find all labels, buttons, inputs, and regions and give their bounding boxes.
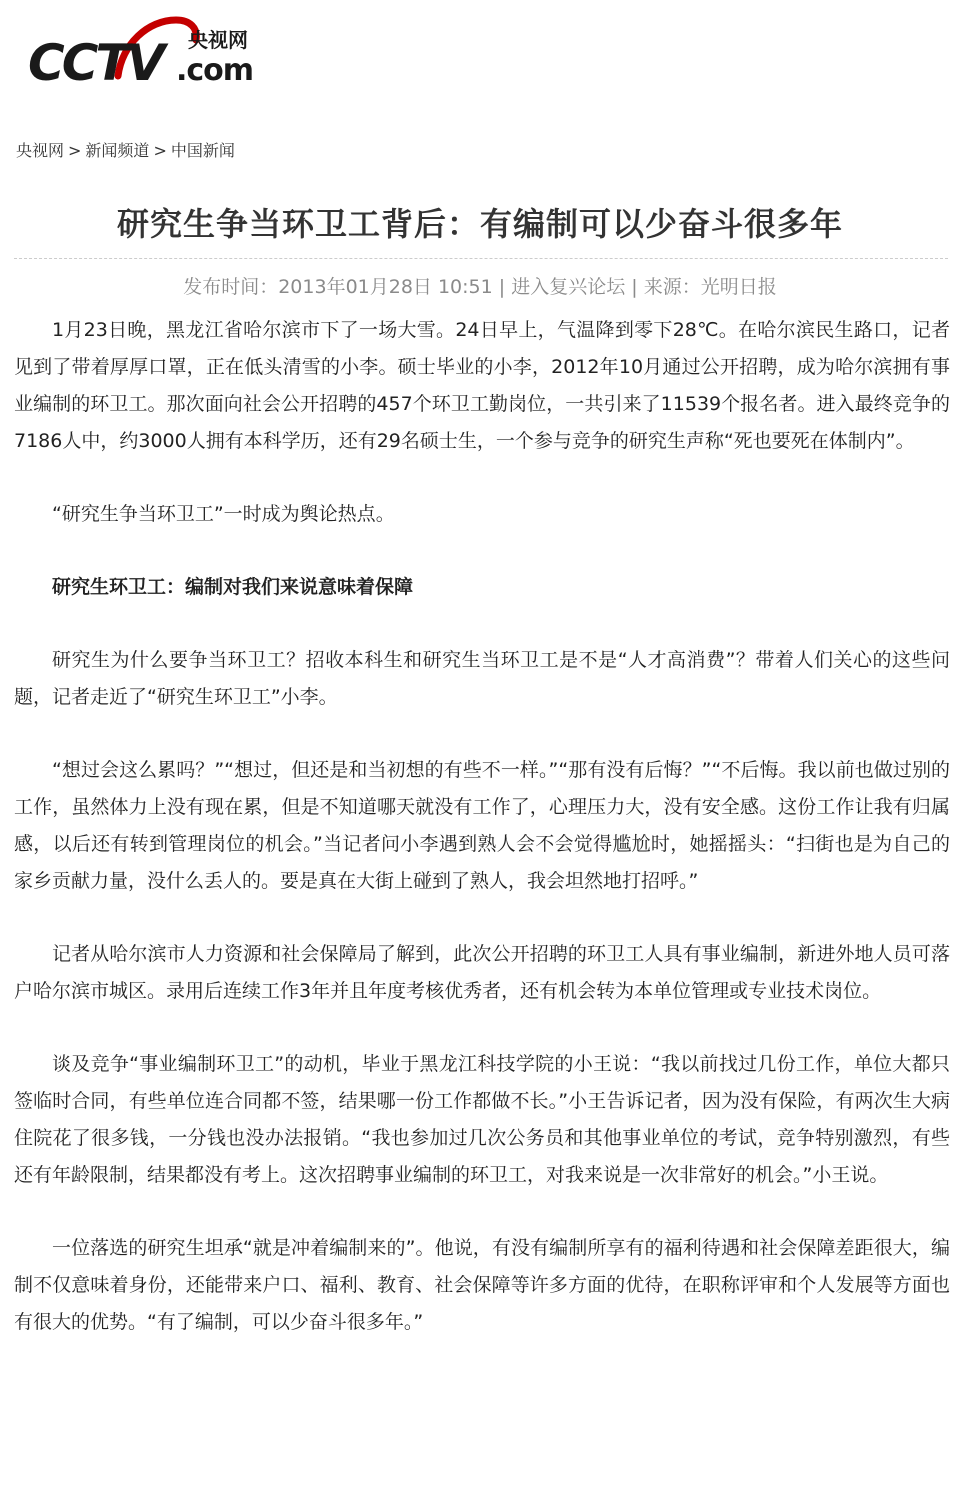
breadcrumb-item-news[interactable]: 新闻频道 (85, 141, 150, 160)
breadcrumb (16, 138, 235, 161)
published-time: 2013年01月28日 10:51 (278, 276, 493, 298)
breadcrumb-separator: > (153, 141, 167, 160)
article-body (14, 312, 950, 1377)
source-name: 光明日报 (700, 276, 777, 298)
published-label: 发布时间： (183, 276, 279, 298)
breadcrumb-item-home[interactable]: 央视网 (16, 141, 65, 160)
breadcrumb-item-china-news[interactable]: 中国新闻 (170, 141, 235, 160)
meta-separator: | (631, 276, 638, 298)
title-divider (14, 258, 948, 259)
paragraph: 谈及竞争“事业编制环卫工”的动机，毕业于黑龙江科技学院的小王说：“我以前找过几份工作，单位大都只签临时合同，有些单位连合同都不签，结果哪一份工作都做不长。”小王告诉记者，因为没有保险，有两次生大病住院花了很多钱，一分钱也没办法报销。“我也参加过几次公务员和其他事业单位的考试，竞争特别激烈，有些还有年龄限制，结果都没有考上。这次招聘事业编制的环卫工，对我来说是一次非常好的机会。”小王说。 (14, 1053, 950, 1186)
subheading: 研究生环卫工：编制对我们来说意味着保障 (52, 576, 414, 598)
logo-brand-text: CCTV (28, 34, 163, 90)
article-meta (0, 272, 960, 299)
forum-link[interactable]: 进入复兴论坛 (511, 276, 626, 298)
paragraph: 1月23日晚，黑龙江省哈尔滨市下了一场大雪。24日早上，气温降到零下28℃。在哈尔滨民生路口，记者见到了带着厚厚口罩，正在低头清雪的小李。硕士毕业的小李，2012年10月通过公开招聘，成为哈尔滨拥有事业编制的环卫工。那次面向社会公开招聘的457个环卫工勤岗位，一共引来了11539个报名者。进入最终竞争的7186人中，约3000人拥有本科学历，还有29名硕士生，一个参与竞争的研究生声称“死也要死在体制内”。 (14, 319, 950, 452)
paragraph: “想过会这么累吗？”“想过，但还是和当初想的有些不一样。”“那有没有后悔？”“不后悔。我以前也做过别的工作，虽然体力上没有现在累，但是不知道哪天就没有工作了，心理压力大，没有安全感。这份工作让我有归属感，以后还有转到管理岗位的机会。”当记者问小李遇到熟人会不会觉得尴尬时，她摇摇头：“扫街也是为自己的家乡贡献力量，没什么丢人的。要是真在大街上碰到了熟人，我会坦然地打招呼。” (14, 759, 950, 892)
paragraph: 一位落选的研究生坦承“就是冲着编制来的”。他说，有没有编制所享有的福利待遇和社会保障差距很大，编制不仅意味着身份，还能带来户口、福利、教育、社会保障等许多方面的优待，在职称评审和个人发展等方面也有很大的优势。“有了编制，可以少奋斗很多年。” (14, 1237, 950, 1333)
logo-cn-text: 央视网 (188, 28, 248, 52)
breadcrumb-separator: > (68, 141, 82, 160)
source-label: 来源： (643, 276, 701, 298)
paragraph: 记者从哈尔滨市人力资源和社会保障局了解到，此次公开招聘的环卫工人具有事业编制，新进外地人员可落户哈尔滨市城区。录用后连续工作3年并且年度考核优秀者，还有机会转为本单位管理或专业技术岗位。 (14, 943, 950, 1002)
article-title: 研究生争当环卫工背后：有编制可以少奋斗很多年 (116, 205, 843, 244)
cctv-logo[interactable] (26, 10, 276, 90)
meta-separator: | (498, 276, 506, 298)
logo-com-text: .com (176, 53, 254, 88)
paragraph: “研究生争当环卫工”一时成为舆论热点。 (52, 503, 395, 525)
paragraph: 研究生为什么要争当环卫工？招收本科生和研究生当环卫工是不是“人才高消费”？带着人们关心的这些问题，记者走近了“研究生环卫工”小李。 (14, 649, 950, 708)
